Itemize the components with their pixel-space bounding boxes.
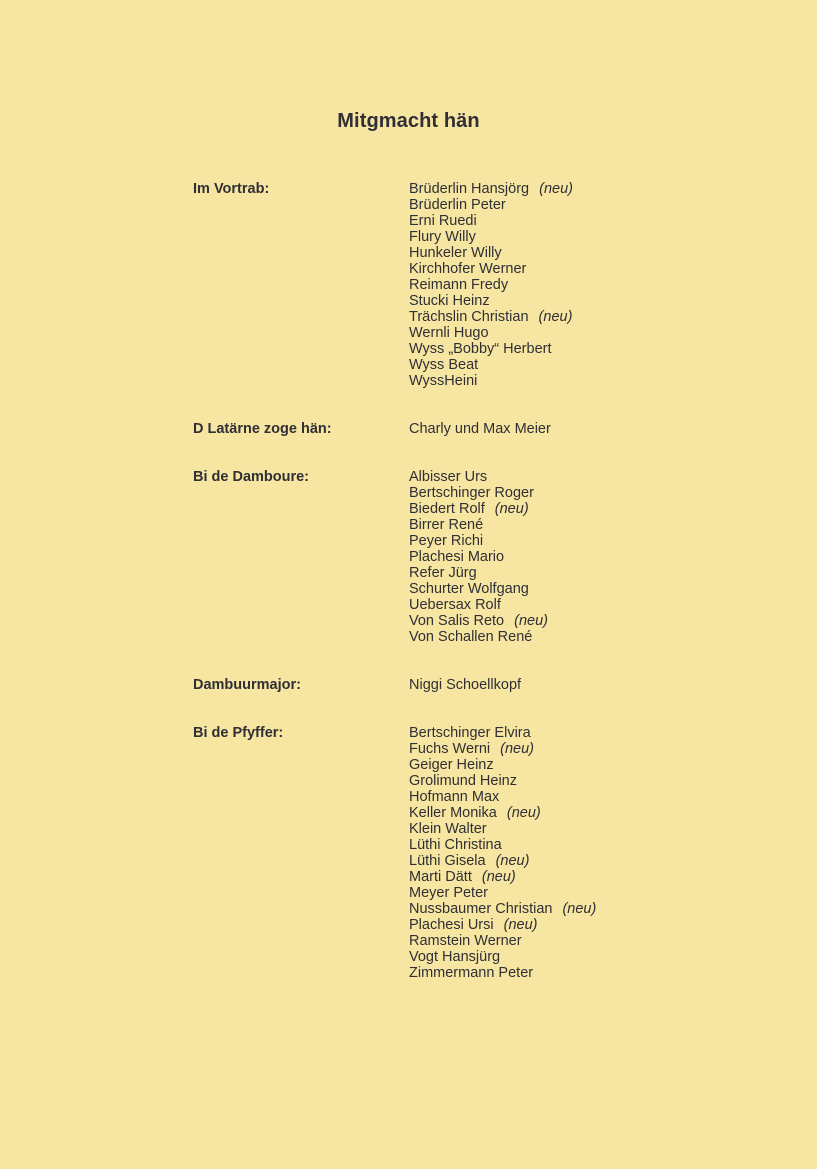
member-name: Refer Jürg: [409, 565, 477, 581]
list-item: [409, 213, 573, 229]
list-item: [409, 501, 548, 517]
section-label: Bi de Pfyffer:: [193, 725, 284, 741]
name-list: [409, 181, 573, 389]
member-name: Vogt Hansjürg: [409, 949, 501, 965]
member-name: Wyss „Bobby“ Herbert: [409, 341, 552, 357]
list-item: [409, 677, 521, 693]
member-name: Birrer René: [409, 517, 484, 533]
name-list: [409, 677, 521, 693]
list-item: [409, 965, 596, 981]
new-member-note: ( neu ): [500, 741, 534, 757]
member-name: Wernli Hugo: [409, 325, 489, 341]
member-name: WyssHeini: [409, 373, 478, 389]
member-name: Klein Walter: [409, 821, 487, 837]
new-member-note: ( neu ): [539, 181, 573, 197]
member-name: Marti Dätt: [409, 869, 472, 885]
name-list: [409, 421, 551, 437]
list-item: [409, 741, 596, 757]
new-member-note: ( neu ): [539, 309, 573, 325]
list-item: [409, 341, 573, 357]
member-name: Peyer Richi: [409, 533, 484, 549]
list-item: [409, 245, 573, 261]
list-item: [409, 613, 548, 629]
list-item: [409, 821, 596, 837]
list-item: [409, 373, 573, 389]
member-name: Niggi Schoellkopf: [409, 677, 522, 693]
member-name: Stucki Heinz: [409, 293, 490, 309]
list-item: [409, 517, 548, 533]
member-name: Reimann Fredy: [409, 277, 509, 293]
member-name: Hunkeler Willy: [409, 245, 502, 261]
member-name: Von Salis Reto: [409, 613, 505, 629]
member-name: Geiger Heinz: [409, 757, 494, 773]
list-item: [409, 629, 548, 645]
list-item: [409, 421, 551, 437]
list-item: [409, 917, 596, 933]
list-item: [409, 837, 596, 853]
member-name: Hofmann Max: [409, 789, 500, 805]
member-name: Lüthi Gisela: [409, 853, 486, 869]
list-item: [409, 789, 596, 805]
member-name: Kirchhofer Werner: [409, 261, 527, 277]
list-item: [409, 485, 548, 501]
list-item: [409, 933, 596, 949]
list-item: [409, 277, 573, 293]
new-member-note: ( neu ): [504, 917, 538, 933]
member-name: Bertschinger Elvira: [409, 725, 531, 741]
list-item: [409, 357, 573, 373]
new-member-note: ( neu ): [496, 853, 530, 869]
list-item: [409, 309, 573, 325]
section-label: D Latärne zoge hän:: [193, 421, 332, 437]
member-name: Grolimund Heinz: [409, 773, 517, 789]
list-item: [409, 853, 596, 869]
section-label: Bi de Damboure:: [193, 469, 310, 485]
list-item: [409, 181, 573, 197]
list-item: [409, 597, 548, 613]
list-item: [409, 533, 548, 549]
member-name: Lüthi Christina: [409, 837, 502, 853]
list-item: [409, 565, 548, 581]
member-name: Erni Ruedi: [409, 213, 477, 229]
list-item: [409, 901, 596, 917]
page-title: Mitgmacht hän: [337, 110, 480, 132]
member-name: Von Schallen René: [409, 629, 533, 645]
member-name: Uebersax Rolf: [409, 597, 501, 613]
list-item: [409, 325, 573, 341]
member-name: Wyss Beat: [409, 357, 479, 373]
list-item: [409, 261, 573, 277]
member-name: Schurter Wolfgang: [409, 581, 529, 597]
member-name: Nussbaumer Christian: [409, 901, 553, 917]
member-name: Charly und Max Meier: [409, 421, 551, 437]
new-member-note: ( neu ): [514, 613, 548, 629]
member-name: Keller Monika: [409, 805, 497, 821]
list-item: [409, 549, 548, 565]
section-label: Im Vortrab:: [193, 181, 270, 197]
list-item: [409, 229, 573, 245]
member-name: Plachesi Mario: [409, 549, 505, 565]
member-name: Albisser Urs: [409, 469, 488, 485]
member-name: Meyer Peter: [409, 885, 488, 901]
new-member-note: ( neu ): [495, 501, 529, 517]
section-label: Dambuurmajor:: [193, 677, 301, 693]
list-item: [409, 469, 548, 485]
name-list: [409, 469, 548, 645]
list-item: [409, 757, 596, 773]
member-name: Plachesi Ursi: [409, 917, 494, 933]
new-member-note: ( neu ): [507, 805, 541, 821]
new-member-note: ( neu ): [482, 869, 516, 885]
list-item: [409, 581, 548, 597]
list-item: [409, 197, 573, 213]
member-name: Fuchs Werni: [409, 741, 491, 757]
member-name: Brüderlin Peter: [409, 197, 506, 213]
list-item: [409, 293, 573, 309]
list-item: [409, 773, 596, 789]
member-name: Brüderlin Hansjörg: [409, 181, 530, 197]
member-name: Zimmermann Peter: [409, 965, 534, 981]
new-member-note: ( neu ): [562, 901, 596, 917]
member-name: Ramstein Werner: [409, 933, 522, 949]
member-name: Biedert Rolf: [409, 501, 485, 517]
name-list: [409, 725, 596, 981]
member-name: Trächslin Christian: [409, 309, 529, 325]
list-item: [409, 805, 596, 821]
list-item: [409, 725, 596, 741]
member-name: Flury Willy: [409, 229, 476, 245]
list-item: [409, 949, 596, 965]
list-item: [409, 869, 596, 885]
member-name: Bertschinger Roger: [409, 485, 534, 501]
list-item: [409, 885, 596, 901]
